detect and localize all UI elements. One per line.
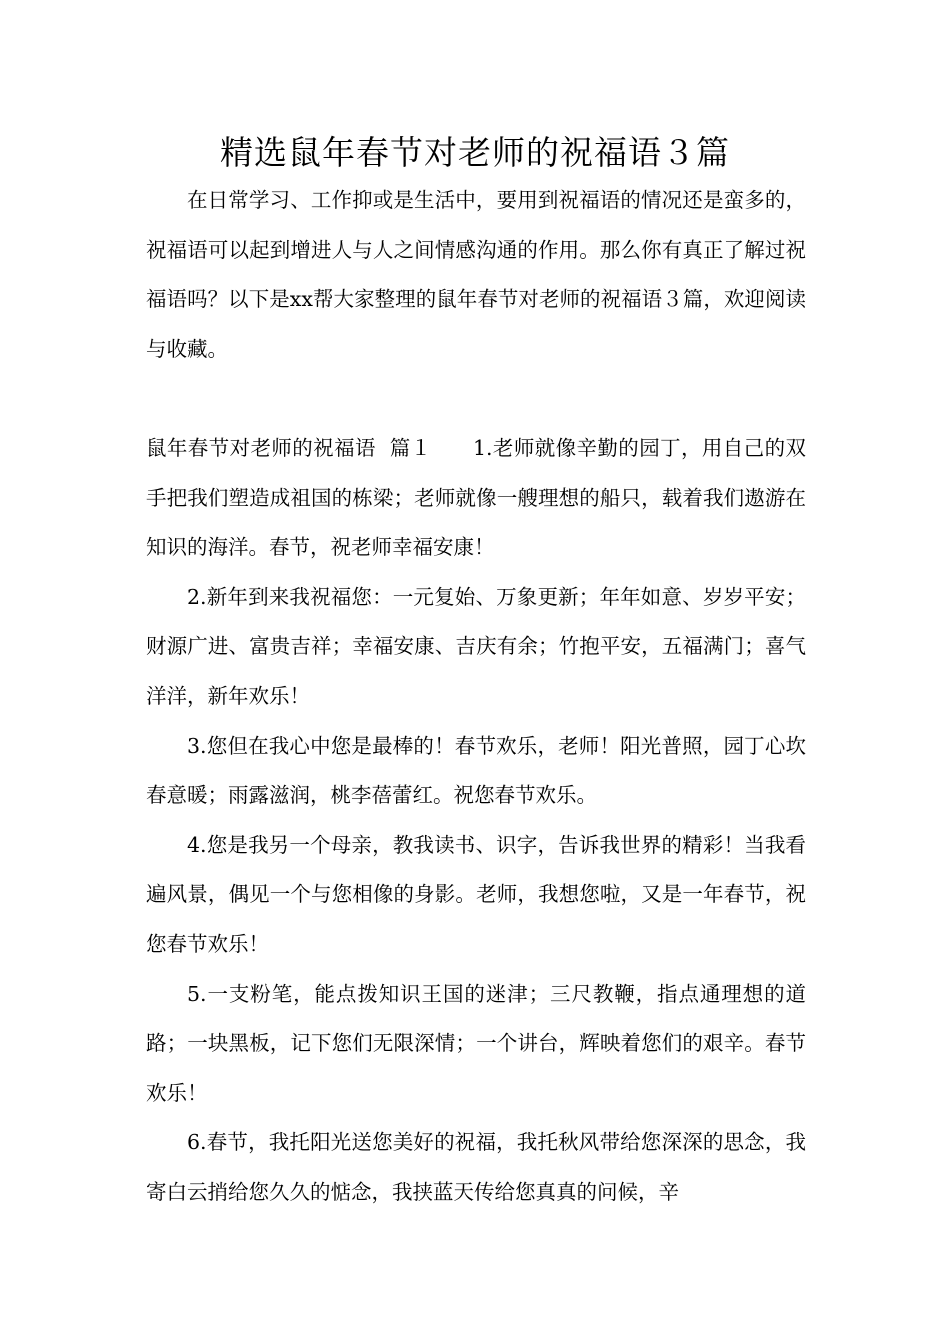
section-heading: 鼠年春节对老师的祝福语 篇１ <box>146 435 432 460</box>
section-paragraph-1 <box>146 424 806 573</box>
wish-item-4: 4.您是我另一个母亲，教我读书、识字，告诉我世界的精彩！当我看遍风景，偶见一个与您相像的身影。老师，我想您啦，又是一年春节，祝您春节欢乐！ <box>146 832 806 956</box>
wish-item-3: 3.您但在我心中您是最棒的！春节欢乐，老师！阳光普照，园丁心坎春意暖；雨露滋润，桃李蓓蕾红。祝您春节欢乐。 <box>146 733 806 808</box>
document-title: 精选鼠年春节对老师的祝福语３篇 <box>220 133 730 172</box>
document-body <box>146 176 806 1217</box>
wish-item-2: 2.新年到来我祝福您：一元复始、万象更新；年年如意、岁岁平安；财源广进、富贵吉祥；幸福安康、吉庆有余；竹抱平安，五福满门；喜气洋洋，新年欢乐！ <box>146 584 806 708</box>
wish-item-5: 5.一支粉笔，能点拨知识王国的迷津；三尺教鞭，指点通理想的道路；一块黑板，记下您们无限深情；一个讲台，辉映着您们的艰辛。春节欢乐！ <box>146 981 806 1105</box>
wish-item-1: 1.老师就像辛勤的园丁，用自己的双手把我们塑造成祖国的栋梁；老师就像一艘理想的船只，载着我们遨游在知识的海洋。春节，祝老师幸福安康！ <box>146 435 806 560</box>
paragraph-spacer <box>146 374 806 424</box>
heading-gap <box>431 436 472 460</box>
wish-item-6: 6.春节，我托阳光送您美好的祝福，我托秋风带给您深深的思念，我寄白云捎给您久久的惦念，我挟蓝天传给您真真的问候，辛 <box>146 1130 806 1204</box>
intro-paragraph: 在日常学习、工作抑或是生活中，要用到祝福语的情况还是蛮多的，祝福语可以起到增进人与人之间情感沟通的作用。那么你有真正了解过祝福语吗？以下是xx帮大家整理的鼠年春节对老师的祝福语３篇，欢迎阅读与收藏。 <box>146 188 806 361</box>
